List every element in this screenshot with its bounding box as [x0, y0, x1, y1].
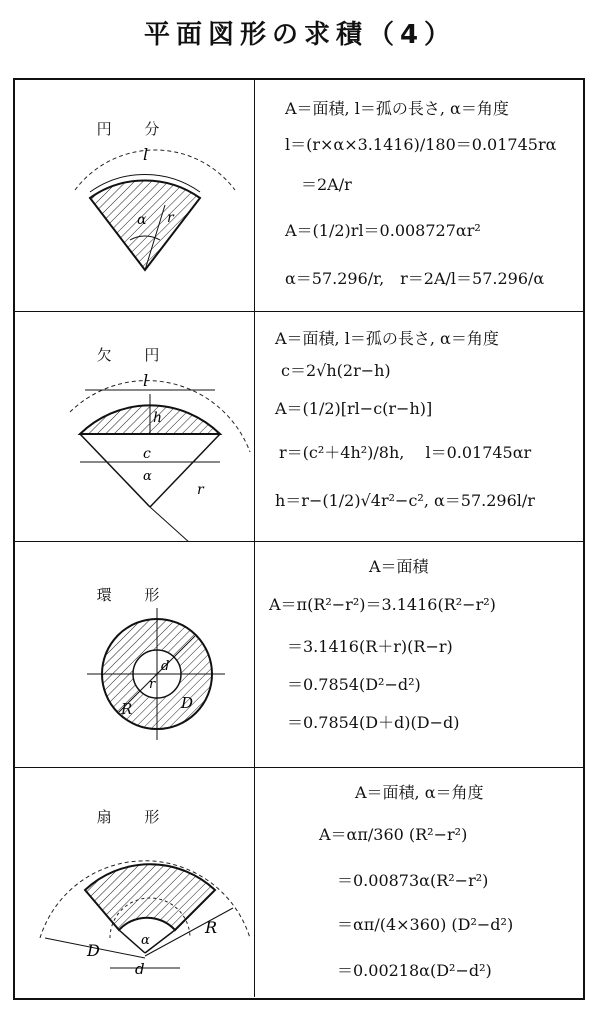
row-segment [15, 312, 583, 542]
label-r: r [149, 677, 156, 692]
label-R: R [121, 700, 133, 718]
formula-line: h＝r−(1/2)√4r²−c², α＝57.296l/r [275, 491, 535, 510]
formula-line: ＝0.7854(D＋d)(D−d) [287, 713, 460, 732]
figure-cell [15, 312, 255, 541]
shape-name: 円 分 [96, 120, 174, 138]
row-annular-sector [15, 768, 583, 997]
formula-cell [255, 312, 583, 541]
segment-diagram [15, 312, 255, 542]
formula-line: A＝面積 [369, 557, 429, 576]
shape-name: 扇 形 [96, 808, 174, 826]
formula-table [13, 78, 585, 1000]
formula-line: A＝面積, l＝孤の長さ, α＝角度 [285, 99, 509, 118]
formula-line: c＝2√h(2r−h) [281, 361, 391, 380]
figure-cell [15, 542, 255, 767]
label-d: d [161, 659, 170, 674]
row-annulus [15, 542, 583, 768]
formula-line: α＝57.296/r, r＝2A/l＝57.296/α [285, 269, 545, 288]
formula-line: A＝απ/360 (R²−r²) [319, 825, 468, 844]
formula-line: A＝面積, α＝角度 [355, 783, 484, 802]
formula-line: A＝面積, l＝孤の長さ, α＝角度 [275, 329, 499, 348]
label-l: l [143, 371, 149, 390]
row-sector [15, 80, 583, 312]
label-r: r [197, 482, 204, 498]
formula-line: ＝απ/(4×360) (D²−d²) [337, 915, 514, 934]
label-R: R [205, 918, 218, 937]
formula-cell [255, 768, 583, 997]
formula-line: ＝2A/r [301, 175, 352, 194]
label-D: D [87, 941, 100, 960]
formula-line: ＝0.7854(D²−d²) [287, 675, 421, 694]
annulus-diagram [15, 542, 255, 768]
formula-line: A＝π(R²−r²)＝3.1416(R²−r²) [269, 595, 496, 614]
figure-cell [15, 768, 255, 997]
label-d: d [135, 960, 145, 978]
label-c: c [143, 446, 151, 462]
annular-sector-diagram [15, 768, 255, 997]
label-alpha: α [143, 469, 152, 484]
label-h: h [153, 410, 163, 426]
formula-line: ＝0.00218α(D²−d²) [337, 961, 492, 980]
formula-cell [255, 542, 583, 767]
sector-diagram [15, 80, 255, 312]
formula-line: r＝(c²＋4h²)/8h, l＝0.01745αr [279, 443, 532, 462]
label-r: r [167, 210, 174, 226]
formula-line: A＝(1/2)[rl−c(r−h)] [275, 399, 433, 418]
formula-line: ＝3.1416(R＋r)(R−r) [287, 637, 453, 656]
label-l: l [143, 145, 149, 164]
formula-line: ＝0.00873α(R²−r²) [337, 871, 489, 890]
formula-line: A＝(1/2)rl＝0.008727αr² [285, 221, 481, 240]
formula-line: l＝(r×α×3.1416)/180＝0.01745rα [285, 135, 557, 154]
label-D: D [181, 694, 194, 712]
label-alpha: α [137, 212, 147, 228]
shape-name: 環 形 [96, 586, 174, 604]
shape-name: 欠 円 [96, 346, 174, 364]
label-alpha: α [141, 933, 150, 948]
page-title: 平面図形の求積（4） [143, 20, 457, 50]
figure-cell [15, 80, 255, 311]
formula-cell [255, 80, 583, 311]
